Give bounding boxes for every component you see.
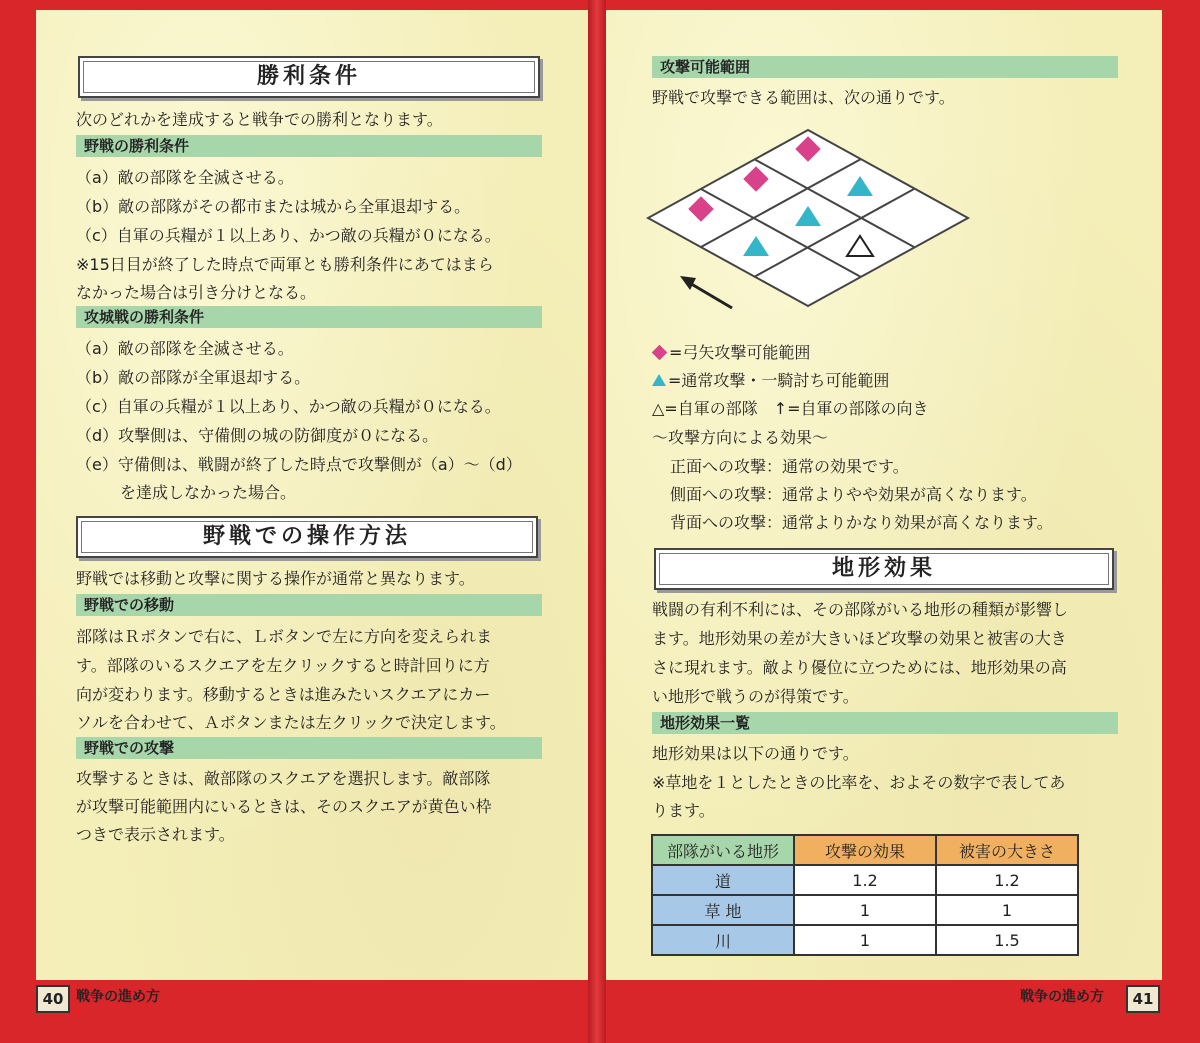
field-item-a: （a）敵の部隊を全滅させる。 (76, 168, 294, 187)
victory-intro: 次のどれかを達成すると戦争での勝利となります。 (76, 110, 443, 129)
page-number-left: 40 (36, 985, 70, 1013)
legend-melee: =通常攻撃・一騎討ち可能範囲 (652, 367, 889, 395)
range-intro: 野戦で攻撃できる範囲は、次の通りです。 (652, 88, 955, 107)
footer-title-right: 戦争の進め方 (1020, 989, 1104, 1005)
terrain-note-line-1: ※草地を１としたときの比率を、およその数字で表してあ (652, 773, 1066, 792)
table-cell: 1.2 (794, 865, 936, 895)
siege-item-b: （b）敵の部隊が全軍退却する。 (76, 368, 311, 387)
blue-triangle-icon (652, 374, 666, 386)
siege-item-e-cont: を達成しなかった場合。 (120, 483, 297, 502)
siege-item-c: （c）自軍の兵糧が１以上あり、かつ敵の兵糧が０になる。 (76, 397, 501, 416)
victory-heading: 勝利条件 (78, 56, 540, 98)
table-row (652, 865, 1078, 895)
effect-side: 側面への攻撃：通常よりやや効果が高くなります。 (670, 485, 1037, 504)
effect-title: 〜攻撃方向による効果〜 (652, 428, 829, 447)
operation-heading: 野戦での操作方法 (76, 516, 538, 558)
attack-title: 野戦での攻撃 (76, 737, 542, 759)
terrain-line-3: さに現れます。敵より優位に立つためには、地形効果の高 (652, 658, 1067, 677)
table-cell: 川 (652, 925, 794, 955)
table-cell: 草 地 (652, 895, 794, 925)
table-cell: 1 (794, 895, 936, 925)
terrain-line-2: ます。地形効果の差が大きいほど攻撃の効果と被害の大き (652, 629, 1067, 648)
table-cell: 1 (936, 895, 1078, 925)
attack-line-3: つきで表示されます。 (76, 825, 235, 844)
table-header: 攻撃の効果 (794, 835, 936, 865)
attack-line-2: が攻撃可能範囲内にいるときは、そのスクエアが黄色い枠 (76, 797, 492, 816)
table-header-row (652, 835, 1078, 865)
effect-back: 背面への攻撃：通常よりかなり効果が高くなります。 (670, 513, 1053, 532)
move-line-1: 部隊はＲボタンで右に、Ｌボタンで左に方向を変えられま (76, 627, 493, 646)
operation-intro: 野戦では移動と攻撃に関する操作が通常と異なります。 (76, 569, 475, 588)
siege-item-a: （a）敵の部隊を全滅させる。 (76, 339, 294, 358)
attack-range-diagram (646, 118, 976, 318)
direction-arrow-icon (680, 276, 732, 308)
field-victory-title: 野戦の勝利条件 (76, 135, 542, 157)
legend-unit: △=自軍の部隊 ↑=自軍の部隊の向き (652, 399, 929, 418)
terrain-list-intro: 地形効果は以下の通りです。 (652, 744, 859, 763)
effect-front: 正面への攻撃：通常の効果です。 (670, 457, 909, 476)
terrain-note-line-2: ります。 (652, 801, 715, 820)
table-row (652, 925, 1078, 955)
field-note-line-1: ※15日目が終了した時点で両軍とも勝利条件にあてはまら (76, 255, 494, 274)
legend-archery: =弓矢攻撃可能範囲 (652, 339, 810, 367)
move-line-4: ソルを合わせて、Ａボタンまたは左クリックで決定します。 (76, 713, 506, 732)
table-cell: 1 (794, 925, 936, 955)
terrain-heading: 地形効果 (654, 548, 1114, 590)
table-header: 部隊がいる地形 (652, 835, 794, 865)
pink-diamond-icon (652, 345, 668, 361)
field-note-line-2: なかった場合は引き分けとなる。 (76, 283, 317, 302)
range-title: 攻撃可能範囲 (652, 56, 1118, 78)
field-item-b: （b）敵の部隊がその都市または城から全軍退却する。 (76, 197, 471, 216)
terrain-table (651, 834, 1079, 956)
field-item-c: （c）自軍の兵糧が１以上あり、かつ敵の兵糧が０になる。 (76, 226, 501, 245)
table-cell: 1.5 (936, 925, 1078, 955)
siege-item-e: （e）守備側は、戦闘が終了した時点で攻撃側が（a）〜（d） (76, 455, 522, 474)
terrain-line-1: 戦闘の有利不利には、その部隊がいる地形の種類が影響し (652, 600, 1069, 619)
footer-title-left: 戦争の進め方 (76, 989, 160, 1005)
terrain-list-title: 地形効果一覧 (652, 712, 1118, 734)
table-header: 被害の大きさ (936, 835, 1078, 865)
siege-item-d: （d）攻撃側は、守備側の城の防御度が０になる。 (76, 426, 439, 445)
siege-victory-title: 攻城戦の勝利条件 (76, 306, 542, 328)
table-cell: 道 (652, 865, 794, 895)
page-number-right: 41 (1126, 985, 1160, 1013)
move-line-2: す。部隊のいるスクエアを左クリックすると時計回りに方 (76, 656, 490, 675)
attack-line-1: 攻撃するときは、敵部隊のスクエアを選択します。敵部隊 (76, 769, 491, 788)
book-spine (588, 0, 606, 1043)
move-line-3: 向が変わります。移動するときは進みたいスクエアにカー (76, 685, 491, 704)
move-title: 野戦での移動 (76, 594, 542, 616)
terrain-line-4: い地形で戦うのが得策です。 (652, 687, 859, 706)
table-row (652, 895, 1078, 925)
table-cell: 1.2 (936, 865, 1078, 895)
